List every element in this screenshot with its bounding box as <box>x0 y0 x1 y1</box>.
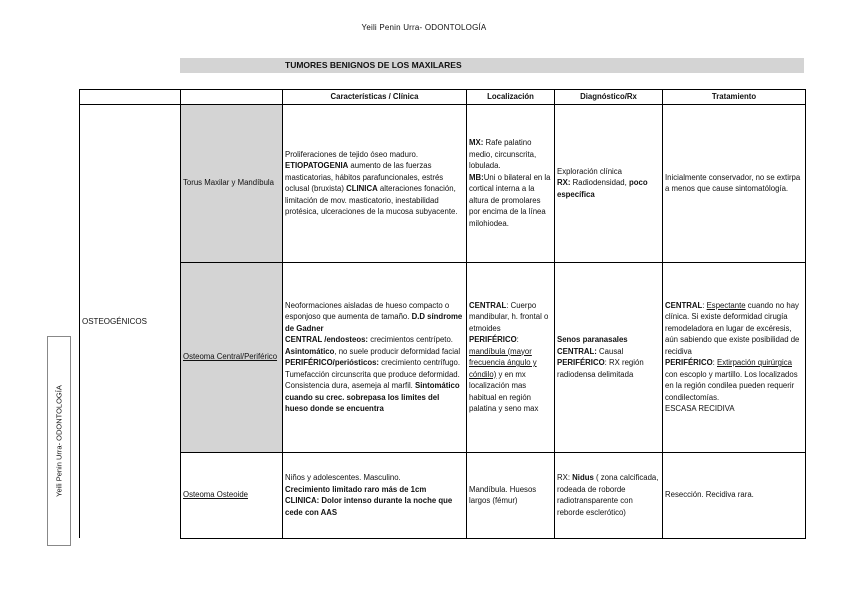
clinica-cell <box>283 262 467 452</box>
tratamiento-text: : <box>702 300 707 310</box>
tratamiento-text: : <box>712 358 717 367</box>
central-label: CENTRAL: <box>557 346 597 356</box>
diagnostico-text: Causal <box>596 346 624 356</box>
localizacion-text: : <box>516 335 519 344</box>
diagnostico-cell <box>555 262 663 452</box>
diagnostico-cell <box>555 104 663 262</box>
clinica-text: alteraciones fonación, limitación de mov. masticatorio, inestabilidad protésica, ulceraciones de la mucosa subyacente. <box>285 184 458 216</box>
clinica-text: Niños y adolescentes. Masculino. <box>285 473 401 482</box>
table-banner <box>180 58 804 73</box>
espectante-text: Espectante <box>706 300 746 310</box>
diagnostico-text: Exploración clínica <box>557 166 623 176</box>
central-label: CENTRAL <box>469 300 507 310</box>
localizacion-text: Uni o bilateral en la cortical interna a la altura de promolares por encima de la línea milohiodea. <box>469 172 551 228</box>
tratamiento-text: cuando no hay clínica. Si existe deformidad cirugía remodeladora en lugar de excéresis, aún sabiendo que existe posibilidad de recidiva <box>665 300 800 356</box>
central-label: CENTRAL /endosteos: <box>285 335 369 344</box>
crecimiento-text: Crecimiento limitado raro más de 1cm <box>285 484 427 494</box>
tumor-name-cell: Torus Maxilar y Mandíbula <box>181 104 283 262</box>
periferico-label: PERIFÉRICO <box>469 335 517 344</box>
table-banner-title: TUMORES BENIGNOS DE LOS MAXILARES <box>285 60 462 70</box>
rx-label: RX: <box>557 178 571 188</box>
etiopatogenia-label: ETIOPATOGENIA <box>285 161 349 170</box>
localizacion-cell <box>467 104 555 262</box>
header-clinica: Características / Clínica <box>283 90 467 105</box>
header-empty-category <box>80 90 181 105</box>
mb-label: MB: <box>469 172 484 182</box>
periferico-label: PERIFÉRICO <box>557 358 605 367</box>
tumor-name-cell: Osteoma Central/Periférico <box>181 262 283 452</box>
side-label-text: Yeili Penin Urra- ODONTOLOGÍA <box>54 385 64 497</box>
header-diagnostico: Diagnóstico/Rx <box>555 90 663 105</box>
clinica-cell <box>283 452 467 538</box>
tumor-name-cell: Osteoma Osteoide <box>181 452 283 538</box>
diagnostico-bold: poco específica <box>557 178 648 199</box>
page-header-title: Yeili Penin Urra- ODONTOLOGÍA <box>361 23 487 32</box>
clinica-text: : Dolor intenso durante la noche que cede con AAS <box>285 496 453 517</box>
tratamiento-cell: Resección. Recidiva rara. <box>663 452 806 538</box>
side-label-box <box>47 336 71 546</box>
localizacion-cell <box>467 262 555 452</box>
extirpacion-text: Extirpación quirúrgica <box>717 358 792 367</box>
nidus-label: Nidus <box>572 473 594 482</box>
localizacion-cell: Mandíbula. Huesos largos (fémur) <box>467 452 555 538</box>
clinica-text: crecimientos centrípeto. <box>368 335 453 344</box>
table-row <box>80 262 806 452</box>
rx-label: RX: <box>557 473 570 482</box>
escasa-recidiva-text: ESCASA RECIDIVA <box>665 404 735 413</box>
tumors-table <box>79 89 806 539</box>
clinica-text: Proliferaciones de tejido óseo maduro. <box>285 149 419 159</box>
diagnostico-text: ( zona calcificada, rodeada de roborde radiotransparente con reborde esclerótico) <box>557 473 659 517</box>
tratamiento-cell <box>663 262 806 452</box>
mx-label: MX: <box>469 138 484 147</box>
tratamiento-text: con escoplo y martillo. Los localizados en la región condilea pueden requerir condilectomías. <box>665 369 798 402</box>
localizacion-text: y en mx localización mas habitual en región palatina y seno max <box>469 369 539 413</box>
clinica-cell <box>283 104 467 262</box>
clinica-label: CLINICA <box>285 496 317 505</box>
header-tratamiento: Tratamiento <box>663 90 806 105</box>
senos-label: Senos paranasales <box>557 335 628 344</box>
periferico-label: PERIFÉRICO/periósticos: <box>285 358 380 367</box>
tratamiento-cell: Inicialmente conservador, no se extirpa a menos que cause sintomatólogía. <box>663 104 806 262</box>
dd-text: D.D síndrome de Gadner <box>285 312 463 333</box>
localizacion-underlined: mandíbula (mayor frecuencia ángulo y cóndilo) <box>469 346 537 379</box>
table-row <box>80 452 806 538</box>
category-cell: OSTEOGÉNICOS <box>80 104 181 538</box>
clinica-text: Neoformaciones aisladas de hueso compacto o esponjoso que aumenta de tamaño. <box>285 300 450 321</box>
diagnostico-cell <box>555 452 663 538</box>
clinica-text: , no suele producir deformidad facial <box>334 346 461 356</box>
clinica-label: CLINICA <box>346 184 378 193</box>
localizacion-text: : Cuerpo mandibular, h. frontal o etmoides <box>469 300 549 333</box>
header-localizacion: Localización <box>467 90 555 105</box>
header-empty-name <box>181 90 283 105</box>
table-header-row <box>80 90 806 105</box>
clinica-text: crecimiento centrífugo. Tumefacción circunscrita que produce deformidad. Consistencia dura, asemeja al marfil. <box>285 358 461 390</box>
sintomatico-text: Sintomático cuando su crec. sobrepasa los limites del hueso donde se encuentra <box>285 381 460 413</box>
periferico-label: PERIFÉRICO <box>665 358 713 367</box>
central-label: CENTRAL <box>665 300 703 310</box>
clinica-text: aumento de las fuerzas masticatorias, hábitos parafuncionales, estrés oclusal (bruxista) <box>285 161 444 193</box>
localizacion-text: Rafe palatino medio, circunscrita, lobulada. <box>469 138 537 170</box>
diagnostico-text: Radiodensidad, <box>570 178 629 188</box>
table-row <box>80 104 806 262</box>
asintomatico-label: Asintomático <box>285 346 335 356</box>
diagnostico-text: : RX región radiodensa delimitada <box>557 358 644 379</box>
